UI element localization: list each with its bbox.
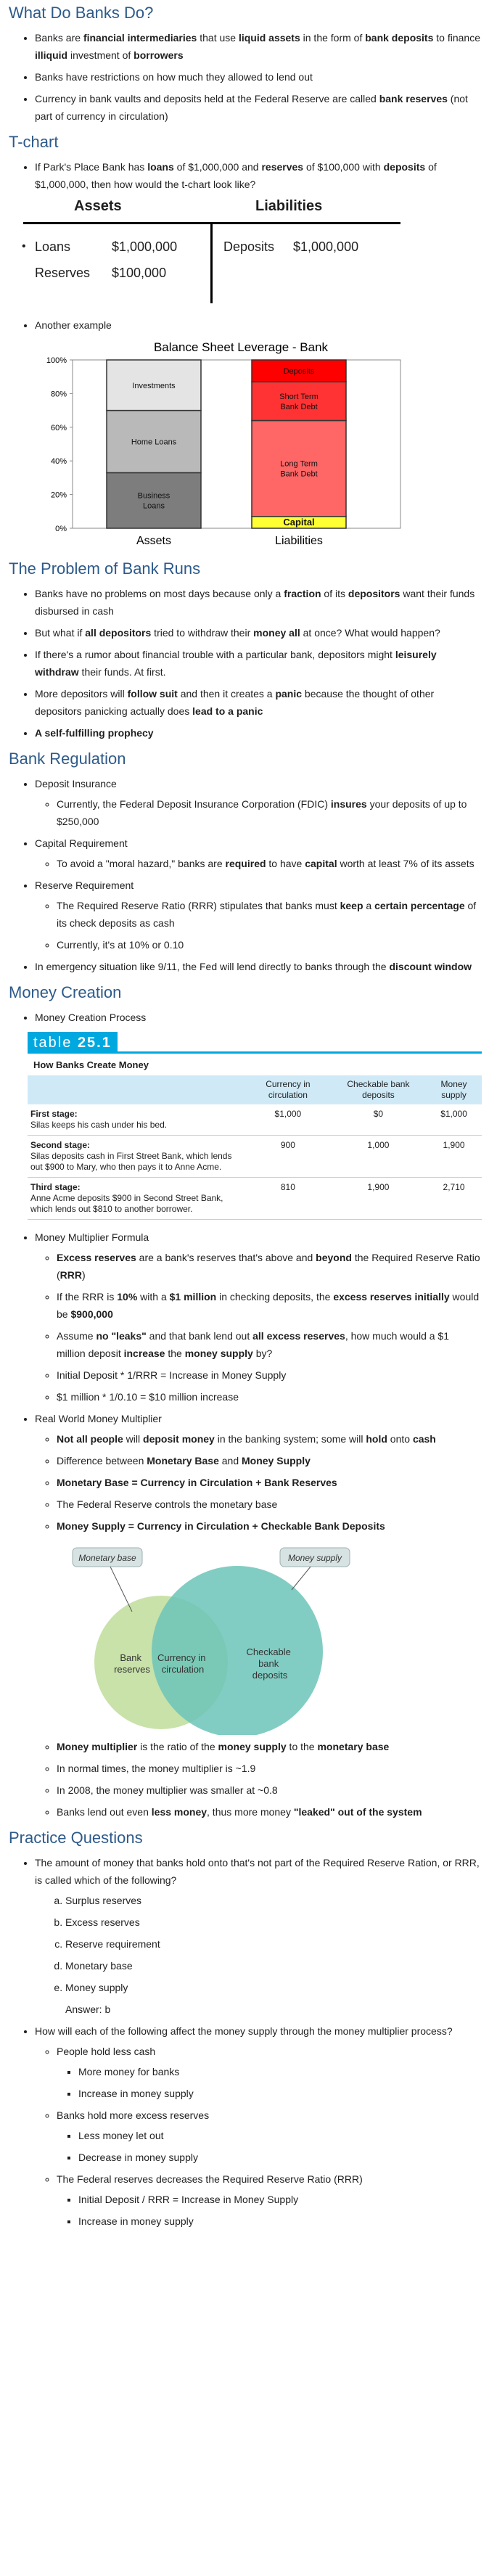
answer-option: e. Money supply Answer: b xyxy=(65,1979,480,2018)
list-item: ◦ Initial Deposit * 1/RRR = Increase in Money Supply xyxy=(57,1366,480,1384)
list-item: • Reserve Requirement ◦ The Required Reserve Ratio (RRR) stipulates that banks must keep a certain percentage of its check deposits as cash ◦ Currently, it's at 10% or 0.10 xyxy=(35,877,480,953)
list-item: ◦ Money multiplier is the ratio of the money supply to the monetary base xyxy=(57,1738,480,1755)
y-tick-label: 60% xyxy=(50,423,67,432)
t-chart-asset-name: Reserves xyxy=(35,266,91,280)
venn-notes xyxy=(9,1738,480,1821)
chart-title: Balance Sheet Leverage - Bank xyxy=(153,340,329,354)
list-item: • Banks have restrictions on how much they allowed to lend out xyxy=(35,68,480,86)
t-chart-liability-name: Deposits xyxy=(223,239,275,254)
venn-svg xyxy=(52,1539,371,1735)
list-item: • Money Creation Process xyxy=(35,1009,480,1026)
checkable-bank-deposits-label: Checkable bank deposits xyxy=(246,1646,291,1681)
list-item: ◦ Not all people will deposit money in the banking system; some will hold onto cash xyxy=(57,1430,480,1448)
bullet: • xyxy=(22,240,26,253)
list-item: ◦ Money Supply = Currency in Circulation + Checkable Bank Deposits xyxy=(57,1517,480,1535)
balance-sheet-chart xyxy=(38,338,415,556)
table-rule xyxy=(118,1051,482,1054)
list-item: • Currency in bank vaults and deposits held at the Federal Reserve are called bank reserves (not part of currency in circulation) xyxy=(35,90,480,125)
list-item: ◦ Excess reserves are a bank's reserves that's above and beyond the Required Reserve Ratio (RRR) xyxy=(57,1249,480,1284)
t-chart-liability-value: $1,000,000 xyxy=(293,239,359,254)
section-title-regulation: Bank Regulation xyxy=(9,750,126,768)
list-item: ◦ The Required Reserve Ratio (RRR) stipulates that banks must keep a certain percentage of its check deposits as cash xyxy=(57,897,480,932)
list-item: ◦ The Federal reserves decreases the Required Reserve Ratio (RRR) ▪ Initial Deposit / RRR = Increase in Money Supply ▪ Increase in money supply xyxy=(57,2170,480,2230)
list-item: ▪ Decrease in money supply xyxy=(78,2149,480,2166)
answer-option: c. Reserve requirement xyxy=(65,1935,480,1953)
list-item: ◦ If the RRR is 10% with a $1 million in checking deposits, the excess reserves initially would be $900,000 xyxy=(57,1288,480,1323)
list-item: • Real World Money Multiplier ◦ Not all people will deposit money in the banking system; some will hold onto cash ◦ Difference between Monetary Base and Money Supply ◦ Monetary Base = Currency in Circulation + Bank Reserves ◦ The Federal Reserve controls the monetary base ◦ Money Supply = Currency in Circulation + Checkable Bank Deposits xyxy=(35,1410,480,1535)
bar-segment-label: Investments xyxy=(132,381,176,390)
list-item: • A self-fulfilling prophecy xyxy=(35,724,480,742)
table-title xyxy=(28,1032,482,1054)
table xyxy=(28,1075,482,1220)
y-tick-label: 100% xyxy=(46,356,67,365)
table-header: Currency in circulation xyxy=(245,1075,331,1104)
table-row: Third stage: Anne Acme deposits $900 in Second Street Bank, which lends out $810 to another borrower. 810 1,900 2,710 xyxy=(28,1178,482,1220)
bar-segment-label: Short Term Bank Debt xyxy=(279,392,319,411)
t-chart-liabilities-header: Liabilities xyxy=(255,198,323,214)
x-category-label: Assets xyxy=(136,535,172,547)
monetary-base-label: Monetary base xyxy=(78,1553,136,1563)
t-chart-asset-name: Loans xyxy=(35,239,71,254)
section-title-runs: The Problem of Bank Runs xyxy=(9,559,201,578)
list-item: ▪ Less money let out xyxy=(78,2127,480,2144)
practice-list xyxy=(9,1854,480,2230)
banks-list xyxy=(9,29,480,125)
x-category-label: Liabilities xyxy=(275,535,323,547)
list-item: ◦ People hold less cash ▪ More money for banks ▪ Increase in money supply xyxy=(57,2043,480,2102)
list-item: ◦ $1 million * 1/0.10 = $10 million increase xyxy=(57,1388,480,1406)
bar-segment-label: Long Term Bank Debt xyxy=(280,459,318,479)
table-header: Checkable bank deposits xyxy=(331,1075,426,1104)
y-tick-label: 0% xyxy=(55,525,67,533)
tchart-list xyxy=(9,158,480,193)
list-item: • The amount of money that banks hold onto that's not part of the Required Reserve Ration, or RRR, is called which of the following? a. Surplus reserves b. Excess reserves c. Reserve requirement d. Monetary base e. Money supply Answer: b xyxy=(35,1854,480,2018)
answer-option: d. Monetary base xyxy=(65,1957,480,1974)
money-supply-pointer xyxy=(292,1567,311,1590)
list-item: • More depositors will follow suit and then it creates a panic because the thought of other depositors panicking actually does lead to a panic xyxy=(35,685,480,720)
regulation-list xyxy=(9,775,480,975)
list-item: ◦ Banks lend out even less money, thus more money "leaked" out of the system xyxy=(57,1803,480,1821)
table-header: Money supply xyxy=(426,1075,482,1104)
bar-segment-label: Capital xyxy=(283,516,315,528)
y-tick-label: 80% xyxy=(50,390,67,399)
list-item: • Another example xyxy=(35,316,480,334)
bar-segment-label: Home Loans xyxy=(131,438,177,447)
table-header xyxy=(28,1075,245,1104)
y-tick-label: 20% xyxy=(50,491,67,500)
venn-diagram xyxy=(52,1539,371,1735)
list-item: ◦ In normal times, the money multiplier is ~1.9 xyxy=(57,1760,480,1777)
money-supply-label: Money supply xyxy=(287,1553,342,1563)
y-tick-label: 40% xyxy=(50,457,67,467)
list-item: ◦ Banks hold more excess reserves ▪ Less money let out ▪ Decrease in money supply xyxy=(57,2107,480,2166)
t-chart-assets-header: Assets xyxy=(74,198,122,214)
list-item: ▪ More money for banks xyxy=(78,2063,480,2080)
list-item: • Money Multiplier Formula ◦ Excess reserves are a bank's reserves that's above and beyond the Required Reserve Ratio (RRR) ◦ If the RRR is 10% with a $1 million in checking deposits, the excess reserves initially would be $900,000 ◦ Assume no "leaks" and that bank lend out all excess reserves, how much would a $1 million deposit increase the money supply by? ◦ Initial Deposit * 1/RRR = Increase in Money Supply ◦ $1 million * 1/0.10 = $10 million increase xyxy=(35,1228,480,1406)
list-item: • In emergency situation like 9/11, the Fed will lend directly to banks through the discount window xyxy=(35,958,480,975)
chart-grid xyxy=(46,356,400,533)
table-row: First stage: Silas keeps his cash under his bed. $1,000 $0 $1,000 xyxy=(28,1104,482,1136)
list-item: • But what if all depositors tried to withdraw their money all at once? What would happen? xyxy=(35,624,480,641)
currency-in-circulation-label: Currency in circulation xyxy=(157,1652,206,1675)
venn-right-circle xyxy=(152,1566,323,1735)
table-subtitle: How Banks Create Money xyxy=(33,1059,149,1070)
answer-option: b. Excess reserves xyxy=(65,1913,480,1931)
balance-sheet-svg xyxy=(38,338,415,556)
list-item: • If Park's Place Bank has loans of $1,000,000 and reserves of $100,000 with deposits of $1,000,000, then how would the t-chart look like? xyxy=(35,158,480,193)
runs-list xyxy=(9,585,480,742)
list-item: ▪ Increase in money supply xyxy=(78,2212,480,2230)
monetary-base-pointer xyxy=(110,1567,132,1612)
list-item: ◦ Assume no "leaks" and that bank lend out all excess reserves, how much would a $1 million deposit increase the money supply by? xyxy=(57,1327,480,1362)
bar-segment-label: Deposits xyxy=(283,367,315,377)
section-title-tchart: T-chart xyxy=(9,133,59,151)
list-item: • Capital Requirement ◦ To avoid a "moral hazard," banks are required to have capital worth at least 7% of its assets xyxy=(35,834,480,872)
list-item: ▪ Initial Deposit / RRR = Increase in Money Supply xyxy=(78,2191,480,2208)
t-chart xyxy=(23,197,400,313)
list-item: ◦ Monetary Base = Currency in Circulation + Bank Reserves xyxy=(57,1474,480,1491)
money-list-2 xyxy=(9,1228,480,1535)
section-title-practice: Practice Questions xyxy=(9,1829,143,1847)
list-item: ◦ To avoid a "moral hazard," banks are required to have capital worth at least 7% of its assets xyxy=(57,855,480,872)
list-item: ◦ The Federal Reserve controls the monetary base xyxy=(57,1496,480,1513)
t-chart-asset-value: $1,000,000 xyxy=(112,239,178,254)
bank-reserves-label: Bank reserves xyxy=(114,1652,150,1675)
list-item: ▪ Increase in money supply xyxy=(78,2085,480,2102)
table-tag: table 25.1 xyxy=(28,1032,118,1054)
money-list xyxy=(9,1009,480,1026)
table-row: Second stage: Silas deposits cash in First Street Bank, which lends out $900 to Mary, who then pays it to Anne Acme. 900 1,000 1,900 xyxy=(28,1136,482,1178)
answer-option: a. Surplus reserves xyxy=(65,1892,480,1909)
t-chart-vertical-rule xyxy=(210,223,213,303)
list-item: ◦ Currently, the Federal Deposit Insurance Corporation (FDIC) insures your deposits of up to $250,000 xyxy=(57,795,480,830)
table-25-1 xyxy=(28,1032,482,1220)
section-title-money: Money Creation xyxy=(9,983,122,1001)
t-chart-asset-value: $100,000 xyxy=(112,266,167,280)
list-item: ◦ In 2008, the money multiplier was smaller at ~0.8 xyxy=(57,1781,480,1799)
tchart-list-2 xyxy=(9,316,480,334)
bar-segment-label: Business Loans xyxy=(137,491,170,511)
section-title-banks: What Do Banks Do? xyxy=(9,4,154,22)
list-item: • If there's a rumor about financial trouble with a particular bank, depositors might leisurely withdraw their funds. At first. xyxy=(35,646,480,681)
list-item: • Banks are financial intermediaries that use liquid assets in the form of bank deposits to finance illiquid investment of borrowers xyxy=(35,29,480,64)
list-item: • How will each of the following affect the money supply through the money multiplier process? ◦ People hold less cash ▪ More money for banks ▪ Increase in money supply ◦ Banks hold more excess reserves ▪ Less money let out ▪ Decrease in money supply ◦ The Federal reserves decreases the Required Reserve Ratio (RRR) ▪ Initial Deposit / RRR = Increase in Money Supply ▪ Increase in money supply xyxy=(35,2022,480,2230)
list-item: ◦ Currently, it's at 10% or 0.10 xyxy=(57,936,480,953)
list-item: • Banks have no problems on most days because only a fraction of its depositors want their funds disbursed in cash xyxy=(35,585,480,620)
list-item: ◦ Difference between Monetary Base and Money Supply xyxy=(57,1452,480,1469)
list-item: • Deposit Insurance ◦ Currently, the Federal Deposit Insurance Corporation (FDIC) insures your deposits of up to $250,000 xyxy=(35,775,480,830)
answer: Answer: b xyxy=(65,2003,111,2015)
